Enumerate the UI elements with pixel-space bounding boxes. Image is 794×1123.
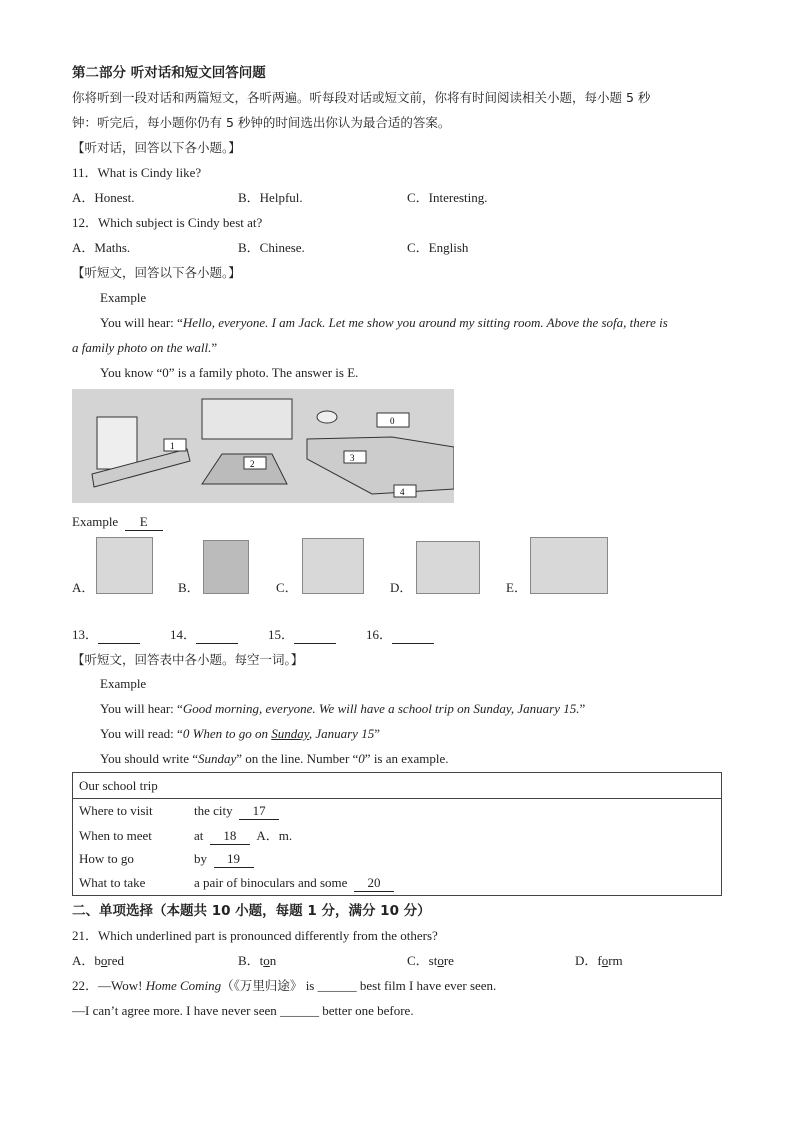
label-3: 3 [350,453,355,463]
option-a: A．bored [72,953,124,968]
subsection-title: 【听对话，回答以下各小题。】 [72,140,241,155]
blank-16[interactable]: 16． [366,627,434,644]
family-photo-image [530,537,608,594]
label-0: 0 [390,416,395,426]
window-shape [202,399,292,439]
section-heading: 二、单项选择（本题共 10 小题，每题 1 分，满分 10 分） [72,903,431,919]
subsection-title: 【听短文，回答以下各小题。】 [72,265,241,280]
blank-15[interactable]: 15． [268,627,336,644]
question-21: 21．Which underlined part is pronounced differently from the others? [72,928,438,943]
intro-text: 你将听到一段对话和两篇短文，各听两遍。听每段对话或短文前，你将有时间阅读相关小题，每小题 5 秒 [72,90,651,105]
wallet-image [203,540,249,594]
school-trip-table [72,772,722,896]
option-c: C．store [407,953,454,968]
question-12: 12．Which subject is Cindy best at? [72,215,263,230]
subsection-title: 【听短文，回答表中各小题。每空一词。】 [72,652,304,667]
table-row: Where to visit the city 17 [73,799,722,824]
example-hear: You will hear: “Good morning, everyone. We will have a school trip on Sunday, January 15.” [100,701,586,716]
bag-image [416,541,480,594]
label-1: 1 [170,441,175,451]
option-b: B．Helpful. [238,190,303,205]
question-22-line2: —I can’t agree more. I have never seen ______ better one before. [72,1003,414,1018]
option-d: D．form [575,953,623,968]
intro-text: 钟：听完后，每小题你仍有 5 秒钟的时间选出你认为最合适的答案。 [72,115,451,130]
option-a: A．Honest. [72,190,135,205]
table-row: What to take a pair of binoculars and some 20 [73,871,722,896]
option-c: C．English [407,240,469,255]
option-a-label: A． [72,580,95,595]
blank-14[interactable]: 14． [170,627,238,644]
label-2: 2 [250,459,255,469]
option-d-label: D． [390,580,413,595]
label-4: 4 [400,487,405,497]
table-row: How to go by 19 [73,847,722,871]
example-answer-line: Example E [72,514,163,531]
blank-13[interactable]: 13． [72,627,140,644]
room-illustration [72,389,454,503]
option-b: B．ton [238,953,277,968]
option-e-label: E． [506,580,527,595]
plant-image [302,538,364,594]
example-know: You know “0” is a family photo. The answer is E. [100,365,359,380]
option-c-label: C． [276,580,298,595]
tv-shape [97,417,137,469]
teddy-bear-image [96,537,153,594]
lamp-shape [317,411,337,423]
question-22: 22．—Wow! Home Coming（《万里归途》 is ______ best film I have ever seen. [72,978,497,993]
option-a: A．Maths. [72,240,131,255]
option-b-label: B． [178,580,200,595]
option-c: C．Interesting. [407,190,488,205]
section-heading: 第二部分 听对话和短文回答问题 [72,65,266,81]
example-hear-cont: a family photo on the wall.” [72,340,218,355]
example-read: You will read: “0 When to go on Sunday, January 15” [100,726,380,741]
question-11: 11．What is Cindy like? [72,165,202,180]
example-label: Example [100,290,147,305]
example-hear: You will hear: “Hello, everyone. I am Jack. Let me show you around my sitting room. Above the sofa, there is [100,315,668,330]
table-title: Our school trip [73,773,722,799]
example-label: Example [100,676,147,691]
table-row: When to meet at 18 A．m. [73,823,722,847]
example-write: You should write “Sunday” on the line. Number “0” is an example. [100,751,449,766]
option-b: B．Chinese. [238,240,305,255]
